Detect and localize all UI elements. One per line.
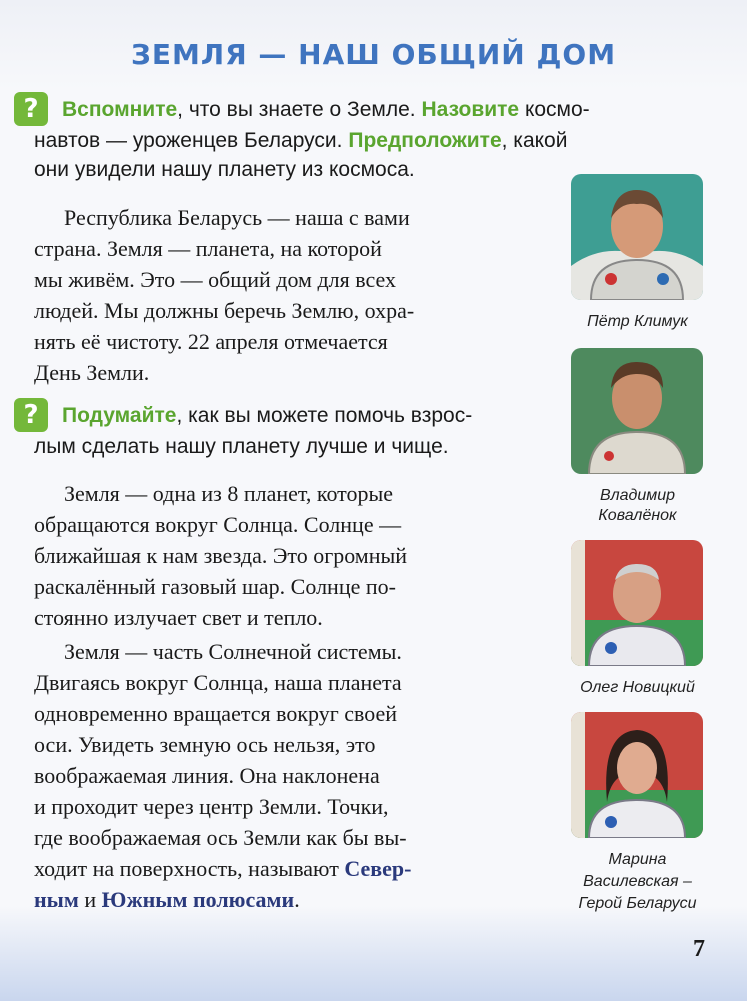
text-line: стоянно излучает свет и тепло. [34, 605, 323, 630]
caption-novitsky: Олег Новицкий [580, 679, 695, 696]
question-block-2 [62, 401, 552, 430]
text: , какой [501, 129, 568, 152]
question-icon: ? [14, 92, 48, 126]
caption-vasilevskaya-3: Герой Беларуси [578, 895, 697, 912]
term-south-poles: Южным полюсами [101, 887, 295, 912]
caption-kovalyonok-2: Ковалёнок [598, 507, 677, 524]
cosmonaut-photo-vasilevskaya [571, 712, 703, 838]
text-line: лым сделать нашу планету лучше и чище. [34, 435, 449, 458]
text: навтов — уроженцев Беларуси. [34, 129, 349, 152]
text: и [78, 887, 102, 912]
keyword-suppose: Предположите [348, 129, 502, 152]
text-line: ближайшая к нам звезда. Это огромный [34, 543, 408, 568]
text-line: обращаются вокруг Солнца. Солнце — [34, 512, 402, 537]
cosmonaut-photo-novitsky [571, 540, 703, 666]
text: . [294, 887, 300, 912]
caption-klimuk: Пётр Климук [587, 313, 688, 330]
term-north-end: ным [34, 887, 79, 912]
keyword-remember: Вспомните [62, 98, 178, 121]
text-line: День Земли. [34, 360, 150, 385]
text: ходит на поверхность, называют [34, 856, 345, 881]
text-line: людей. Мы должны беречь Землю, охра- [34, 298, 415, 323]
paragraph-2 [34, 478, 550, 633]
text: , как вы можете помочь взрос- [176, 404, 473, 427]
text-line: Республика Беларусь — наша с вами [64, 205, 410, 230]
page-title: ЗЕМЛЯ — НАШ ОБЩИЙ ДОМ [130, 38, 617, 71]
paragraph-1 [34, 202, 550, 388]
text-line: страна. Земля — планета, на которой [34, 236, 382, 261]
text-line: раскалённый газовый шар. Солнце по- [34, 574, 396, 599]
question-block-2-rest [34, 432, 554, 461]
bottom-decor-band [0, 906, 747, 1001]
caption-vasilevskaya-2: Василевская – [583, 873, 692, 890]
text: космо- [519, 98, 590, 121]
page-number: 7 [693, 936, 705, 962]
text-line: мы живём. Это — общий дом для всех [34, 267, 397, 292]
text-line: оси. Увидеть земную ось нельзя, это [34, 732, 376, 757]
text-line: Земля — одна из 8 планет, которые [64, 481, 394, 506]
text-line: нять её чистоту. 22 апреля отмечается [34, 329, 388, 354]
caption-kovalyonok-1: Владимир [599, 487, 676, 504]
text-line: Земля — часть Солнечной системы. [64, 639, 402, 664]
cosmonaut-photo-klimuk [571, 174, 703, 300]
text-line: воображаемая линия. Она наклонена [34, 763, 380, 788]
keyword-think: Подумайте [62, 404, 177, 427]
text: , что вы знаете о Земле. [177, 98, 422, 121]
text-line: одновременно вращается вокруг своей [34, 701, 398, 726]
question-icon: ? [14, 398, 48, 432]
text-line: и проходит через центр Земли. Точки, [34, 794, 389, 819]
cosmonaut-photo-kovalyonok [571, 348, 703, 474]
term-north: Север- [344, 856, 412, 881]
paragraph-3 [34, 636, 550, 915]
caption-vasilevskaya-1: Марина [608, 851, 667, 868]
text-line: Двигаясь вокруг Солнца, наша планета [34, 670, 402, 695]
keyword-name: Назовите [421, 98, 520, 121]
question-block-1 [62, 95, 590, 124]
text-line: где воображаемая ось Земли как бы вы- [34, 825, 407, 850]
text-line: они увидели нашу планету из космоса. [34, 158, 415, 181]
question-block-1-rest [34, 126, 568, 184]
